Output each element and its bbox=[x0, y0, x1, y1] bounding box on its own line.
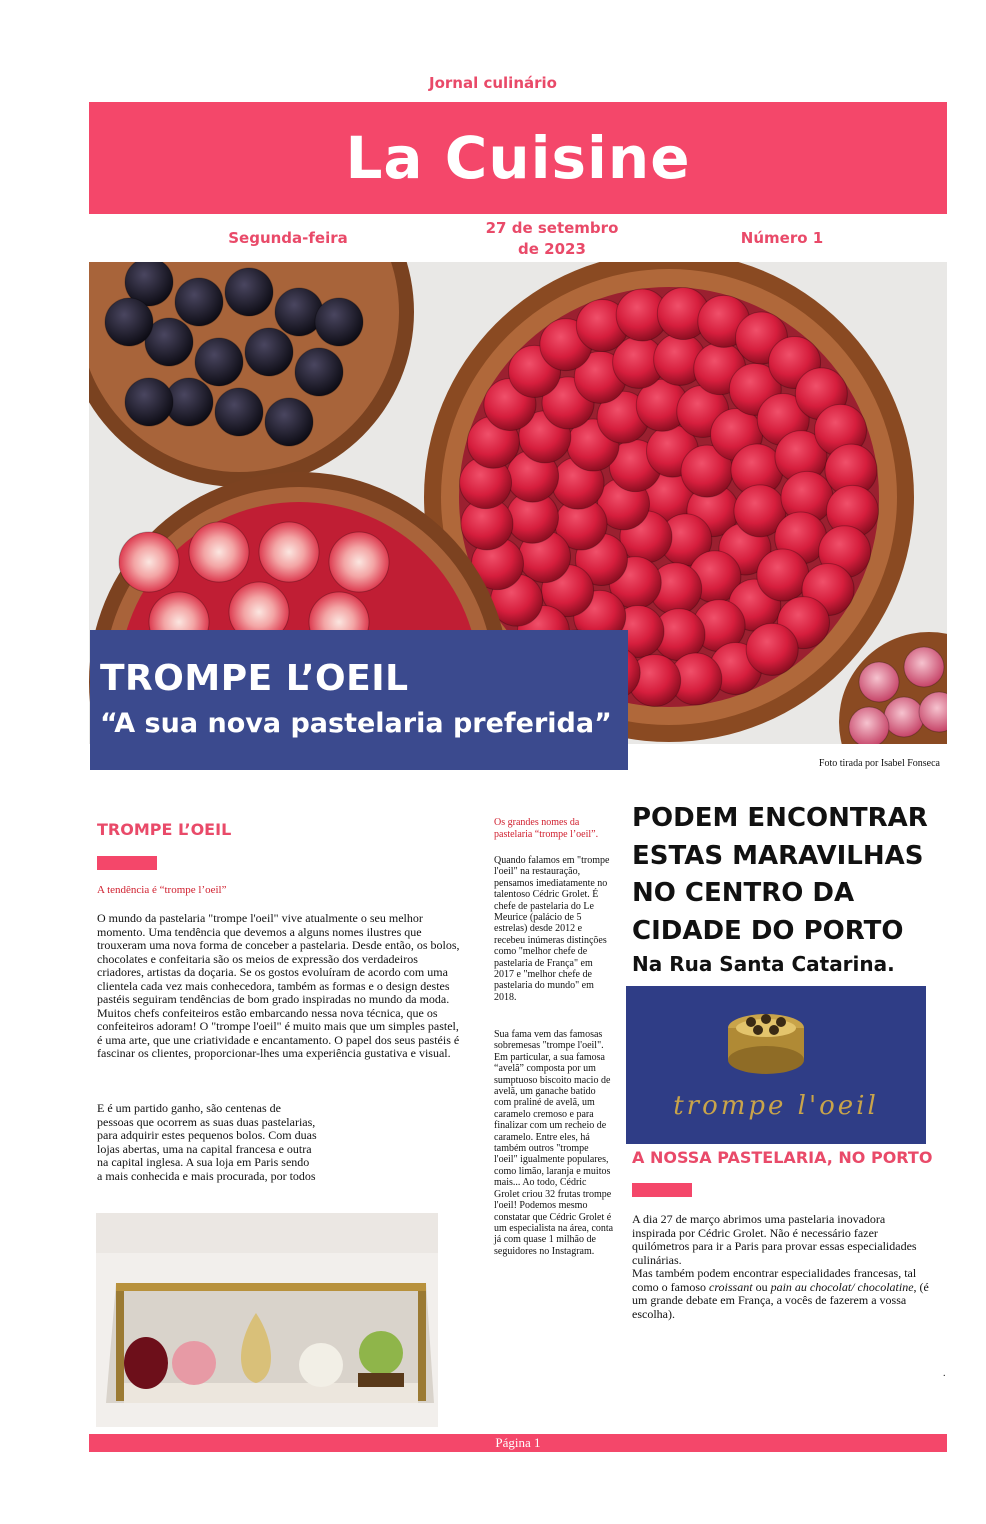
kicker: Jornal culinário bbox=[429, 74, 557, 92]
blackberry bbox=[315, 298, 363, 346]
strawberry-slice bbox=[329, 532, 389, 592]
blackberry bbox=[175, 278, 223, 326]
pastries-illustration bbox=[96, 1213, 438, 1427]
article-paragraph: O mundo da pastelaria "trompe l'oeil" vive atualmente o seu melhor momento. Uma tendência que devemos a alguns nomes ilustres que trouxeram uma nova forma de conceber a pastelaria. Desde então, os bolos, chocolates e confeitaria são os meios de expressão dos verdadeiros criadores, artistas da doçaria. Se os gostos evoluíram de acordo com uma clientela cada vez mais conhecedora, também as formas e o design destes pastéis seguiram tendências de bom grado inspiradas no mundo da moda. Muitos chefs confeiteiros estão embarcando nessa nova técnica, que os confeiteiros adoram! O "trompe l'oeil" é muito mais que um simples pastel, é uma arte, que une criatividade e encantamento. O papel dos seus pastéis é fascinar os clientes, proporcionar-lhes uma experiência gustativa e visual. bbox=[97, 911, 460, 1060]
article-paragraph: Quando falamos em "trompe l'oeil" na restauração, pensamos imediatamente no talentoso Cédric Grolet. É chefe de pastelaria do Le Meurice (palácio de 5 estrelas) desde 2012 e recebeu inúmeras distinções como "melhor chefe de pastelaria de França" em 2017 e "melhor chefe de pastelaria do mundo" em 2018. bbox=[494, 855, 610, 1003]
weekday: Segunda-feira bbox=[228, 229, 348, 247]
section-tagline: A tendência é “trompe l’oeil” bbox=[97, 884, 227, 896]
article-paragraph bbox=[632, 1213, 932, 1321]
hero-title: TROMPE L’OEIL bbox=[100, 658, 409, 699]
frosted-raspberry bbox=[849, 707, 889, 744]
pastry-display-photo bbox=[96, 1213, 438, 1427]
section-heading: A NOSSA PASTELARIA, NO PORTO bbox=[632, 1148, 933, 1167]
blackberry bbox=[195, 338, 243, 386]
feature-subheadline: Na Rua Santa Catarina. bbox=[632, 952, 895, 976]
accent-bar bbox=[632, 1183, 692, 1197]
strawberry-slice bbox=[259, 522, 319, 582]
section-heading: TROMPE L’OEIL bbox=[97, 820, 232, 839]
masthead-banner bbox=[89, 102, 947, 214]
feature-headline: PODEM ENCONTRAR ESTAS MARAVILHAS NO CENTRO DA CIDADE DO PORTO bbox=[632, 803, 928, 946]
page-footer: Página 1 bbox=[89, 1434, 947, 1452]
stray-dot: . bbox=[943, 1368, 946, 1379]
strawberry-slice bbox=[189, 522, 249, 582]
pain-au-chocolat-term: pain au chocolat/ chocolatine bbox=[770, 1279, 914, 1294]
hero-caption-box bbox=[90, 630, 628, 770]
raspberry bbox=[757, 549, 809, 601]
paragraph-text: , (é um grande debate em França, a vocês de fazerem a vossa escolha). bbox=[632, 1279, 929, 1321]
frosted-raspberry bbox=[904, 647, 944, 687]
blackberry bbox=[215, 388, 263, 436]
issue-number: Número 1 bbox=[740, 229, 824, 247]
paragraph-text: A dia 27 de março abrimos uma pastelaria inovadora inspirada por Cédric Grolet. Não é necessário fazer quilómetros para ir a Paris para provar essas especialidades culinárias. bbox=[632, 1212, 917, 1267]
photo-credit: Foto tirada por Isabel Fonseca bbox=[818, 758, 940, 769]
blackberry bbox=[105, 298, 153, 346]
shop-logo bbox=[626, 986, 926, 1144]
article-paragraph: Sua fama vem das famosas sobremesas "trompe l'oeil". Em particular, a sua famosa “avelã” composta por um sumptuoso biscoito macio de avelã, um ganache batido com praliné de avelã, um caramelo cremoso e para finalizar com um recheio de caramelo. Entre eles, há também outros "trompe l'oeil" igualmente populares, como limão, laranja e muitos mais... Ao todo, Cédric Grolet criou 32 frutas trompe l'oeil! Podemos mesmo constatar que Cédric Grolet é um especialista na área, conta já com quase 1 milhão de seguidores no Instagram. bbox=[494, 1029, 614, 1257]
accent-bar bbox=[97, 856, 157, 870]
hero-subtitle: “A sua nova pastelaria preferida” bbox=[100, 708, 612, 739]
blackberry bbox=[265, 398, 313, 446]
blackberry bbox=[245, 328, 293, 376]
strawberry-slice bbox=[119, 532, 179, 592]
cake-logo-icon bbox=[626, 986, 926, 1144]
newspaper-title: La Cuisine bbox=[345, 124, 691, 192]
paragraph-text: Mas também podem encontrar especialidades francesas, tal como o famoso bbox=[632, 1266, 917, 1294]
logo-text: trompe l'oeil bbox=[673, 1091, 879, 1121]
paragraph-text: ou bbox=[752, 1279, 771, 1294]
column-subheading: Os grandes nomes da pastelaria “trompe l’oeil”. bbox=[494, 817, 599, 840]
frosted-raspberry bbox=[884, 697, 924, 737]
issue-date: 27 de setembro de 2023 bbox=[485, 219, 619, 258]
blackberry bbox=[225, 268, 273, 316]
raspberry bbox=[746, 623, 798, 675]
article-paragraph: E é um partido ganho, são centenas de pessoas que ocorrem as suas duas pastelarias, para adquirir estes pequenos bolos. Com duas lojas abertas, uma na capital francesa e outra na capital inglesa. A sua loja em Paris sendo a mais conhecida e mais procurada, por todos bbox=[97, 1101, 317, 1183]
blackberry bbox=[295, 348, 343, 396]
frosted-raspberry bbox=[859, 662, 899, 702]
blackberry bbox=[125, 378, 173, 426]
croissant-term: croissant bbox=[709, 1279, 753, 1294]
